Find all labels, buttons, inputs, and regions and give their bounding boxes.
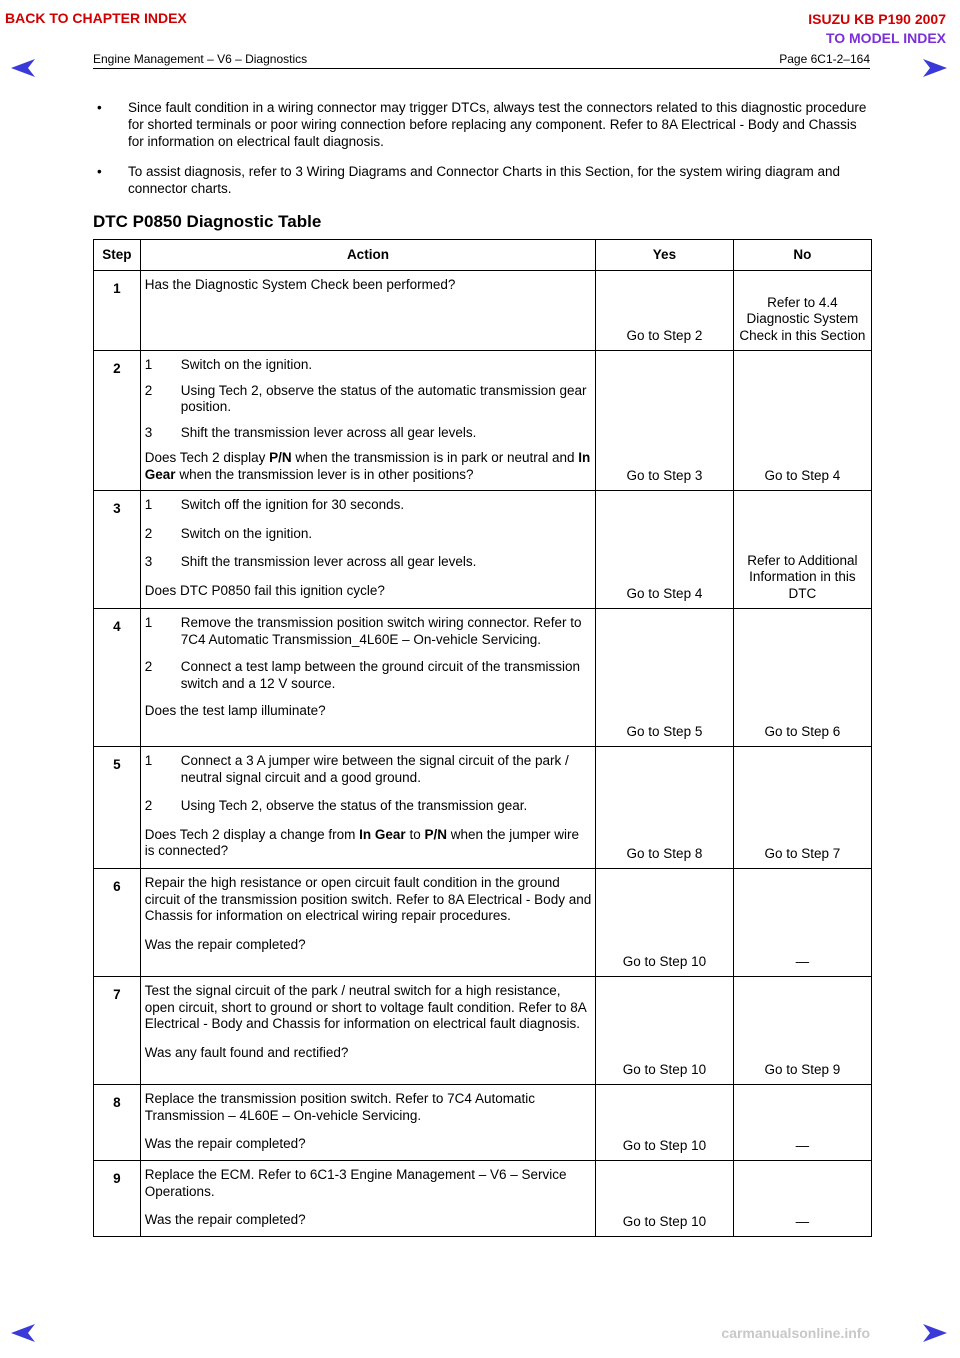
diagnostic-table	[93, 239, 872, 1237]
yes-result: Go to Step 2	[596, 271, 734, 351]
substep-number: 1	[144, 497, 153, 512]
question-emphasis: P/N	[424, 826, 447, 842]
no-result: Refer to Additional Information in this DTC	[733, 491, 871, 609]
action-cell	[140, 1085, 595, 1161]
header-divider	[93, 68, 870, 69]
no-result: Go to Step 4	[733, 351, 871, 491]
bullet-dot: •	[97, 100, 102, 115]
question-text: to	[405, 826, 425, 842]
action-question: Was any fault found and rectified?	[144, 1044, 349, 1060]
question-text: Does Tech 2 display	[144, 450, 270, 465]
question-emphasis: In Gear	[144, 450, 591, 482]
no-result: Go to Step 7	[733, 747, 871, 869]
model-index-link[interactable]: TO MODEL INDEX	[825, 30, 946, 46]
question-emphasis: P/N	[269, 450, 292, 465]
step-number: 3	[94, 491, 141, 609]
model-title-link[interactable]: ISUZU KB P190 2007	[808, 11, 946, 27]
action-substep	[145, 357, 592, 374]
step-number: 5	[94, 747, 141, 869]
header-no: No	[733, 240, 871, 271]
arrow-left-icon[interactable]	[10, 58, 36, 78]
table-row	[94, 869, 872, 977]
action-text: Has the Diagnostic System Check been performed?	[144, 277, 456, 292]
watermark-link[interactable]: carmanualsonline.info	[721, 1325, 870, 1341]
action-substep	[145, 659, 592, 692]
bullet-text: Since fault condition in a wiring connector may trigger DTCs, always test the connectors related to this diagnostic procedure for shorted terminals or poor wiring connection before replacing any component. Refer to 8A Electrical - Body and Chassis for information on electrical fault diagnosis.	[128, 100, 867, 149]
arrow-left-icon[interactable]	[10, 1323, 36, 1343]
substep-number: 1	[144, 753, 153, 768]
action-question: Was the repair completed?	[144, 1212, 306, 1227]
bullet-item	[93, 163, 873, 197]
question-text: when the transmission is in park or neutral and	[291, 450, 579, 465]
bullet-text: To assist diagnosis, refer to 3 Wiring Diagrams and Connector Charts in this Section, for the system wiring diagram and connector charts.	[128, 164, 841, 196]
no-result: Go to Step 9	[733, 977, 871, 1085]
yes-result: Go to Step 8	[596, 747, 734, 869]
substep-number: 2	[144, 798, 153, 813]
header-action: Action	[140, 240, 595, 271]
question-text: when the jumper wire is connected?	[144, 826, 580, 858]
substep-text: Connect a 3 A jumper wire between the signal circuit of the park / neutral signal circuit and a good ground.	[180, 753, 569, 785]
action-substep	[145, 383, 592, 416]
step-number: 6	[94, 869, 141, 977]
action-cell	[140, 977, 595, 1085]
step-number: 1	[94, 271, 141, 351]
substep-number: 1	[144, 615, 153, 630]
action-text: Test the signal circuit of the park / neutral switch for a high resistance, open circuit, short to ground or short to voltage fault condition. Refer to 8A Electrical - Body and Chassis for information on electrical fault diagnosis.	[144, 983, 587, 1031]
action-text: Replace the transmission position switch. Refer to 7C4 Automatic Transmission – 4L60E – On-vehicle Servicing.	[144, 1091, 535, 1123]
action-cell	[140, 351, 595, 491]
substep-text: Using Tech 2, observe the status of the transmission gear.	[180, 798, 528, 813]
table-row	[94, 491, 872, 609]
table-header-row	[94, 240, 872, 271]
action-cell	[140, 609, 595, 747]
step-number: 9	[94, 1161, 141, 1237]
step-number: 7	[94, 977, 141, 1085]
substep-text: Shift the transmission lever across all gear levels.	[180, 424, 477, 440]
yes-result: Go to Step 10	[596, 1085, 734, 1161]
yes-result: Go to Step 5	[596, 609, 734, 747]
question-text: Does Tech 2 display a change from	[144, 826, 360, 842]
action-question: Does the test lamp illuminate?	[144, 703, 326, 718]
action-substep	[145, 615, 592, 648]
action-question	[145, 450, 592, 483]
yes-result: Go to Step 3	[596, 351, 734, 491]
action-question: Does DTC P0850 fail this ignition cycle?	[144, 582, 385, 598]
substep-text: Connect a test lamp between the ground circuit of the transmission switch and a 12 V source.	[180, 659, 580, 691]
table-row	[94, 271, 872, 351]
yes-result: Go to Step 10	[596, 869, 734, 977]
action-substep	[145, 526, 592, 543]
table-row	[94, 609, 872, 747]
header-step: Step	[94, 240, 141, 271]
yes-result: Go to Step 4	[596, 491, 734, 609]
action-substep	[145, 798, 592, 815]
substep-text: Switch on the ignition.	[180, 357, 313, 372]
action-question: Was the repair completed?	[144, 936, 306, 952]
no-result: —	[733, 1161, 871, 1237]
substep-number: 2	[144, 382, 153, 398]
table-row	[94, 747, 872, 869]
substep-text: Switch off the ignition for 30 seconds.	[180, 497, 405, 512]
arrow-right-icon[interactable]	[922, 1323, 948, 1343]
substep-text: Switch on the ignition.	[180, 525, 313, 541]
step-number: 8	[94, 1085, 141, 1161]
substep-number: 2	[144, 659, 153, 674]
action-substep	[145, 753, 592, 786]
action-substep	[145, 497, 592, 514]
action-question	[145, 827, 592, 860]
no-result: —	[733, 1085, 871, 1161]
yes-result: Go to Step 10	[596, 1161, 734, 1237]
substep-text: Remove the transmission position switch wiring connector. Refer to 7C4 Automatic Transmission_4L60E – On-vehicle Servicing.	[180, 615, 582, 647]
action-cell	[140, 271, 595, 351]
question-emphasis: In Gear	[359, 826, 406, 842]
yes-result: Go to Step 10	[596, 977, 734, 1085]
header-yes: Yes	[596, 240, 734, 271]
page-number: Page 6C1-2–164	[779, 52, 870, 66]
table-row	[94, 351, 872, 491]
action-question: Was the repair completed?	[144, 1136, 306, 1151]
step-number: 4	[94, 609, 141, 747]
action-substep	[145, 425, 592, 442]
substep-number: 3	[144, 424, 153, 440]
substep-text: Shift the transmission lever across all gear levels.	[180, 554, 477, 569]
bullet-item	[93, 99, 873, 150]
page-header-title: Engine Management – V6 – Diagnostics	[93, 52, 308, 66]
table-row	[94, 1161, 872, 1237]
table-row	[94, 1085, 872, 1161]
action-cell	[140, 491, 595, 609]
question-text: when the transmission lever is in other positions?	[175, 466, 474, 482]
table-row	[94, 977, 872, 1085]
section-title: DTC P0850 Diagnostic Table	[93, 212, 322, 231]
substep-text: Using Tech 2, observe the status of the automatic transmission gear position.	[180, 382, 587, 414]
action-substep	[145, 554, 592, 571]
no-result: —	[733, 869, 871, 977]
action-cell	[140, 1161, 595, 1237]
bullet-dot: •	[97, 164, 102, 179]
action-text: Replace the ECM. Refer to 6C1-3 Engine Management – V6 – Service Operations.	[144, 1167, 567, 1199]
action-text: Repair the high resistance or open circuit fault condition in the ground circuit of the transmission position switch. Refer to 8A Electrical - Body and Chassis for information on electrical wiring repair procedures.	[144, 875, 592, 923]
substep-number: 1	[144, 357, 153, 372]
action-cell	[140, 747, 595, 869]
step-number: 2	[94, 351, 141, 491]
back-to-chapter-index-link[interactable]: BACK TO CHAPTER INDEX	[5, 10, 187, 26]
no-result: Refer to 4.4 Diagnostic System Check in this Section	[733, 271, 871, 351]
arrow-right-icon[interactable]	[922, 58, 948, 78]
substep-number: 3	[144, 554, 153, 569]
no-result: Go to Step 6	[733, 609, 871, 747]
action-cell	[140, 869, 595, 977]
substep-number: 2	[144, 525, 153, 541]
